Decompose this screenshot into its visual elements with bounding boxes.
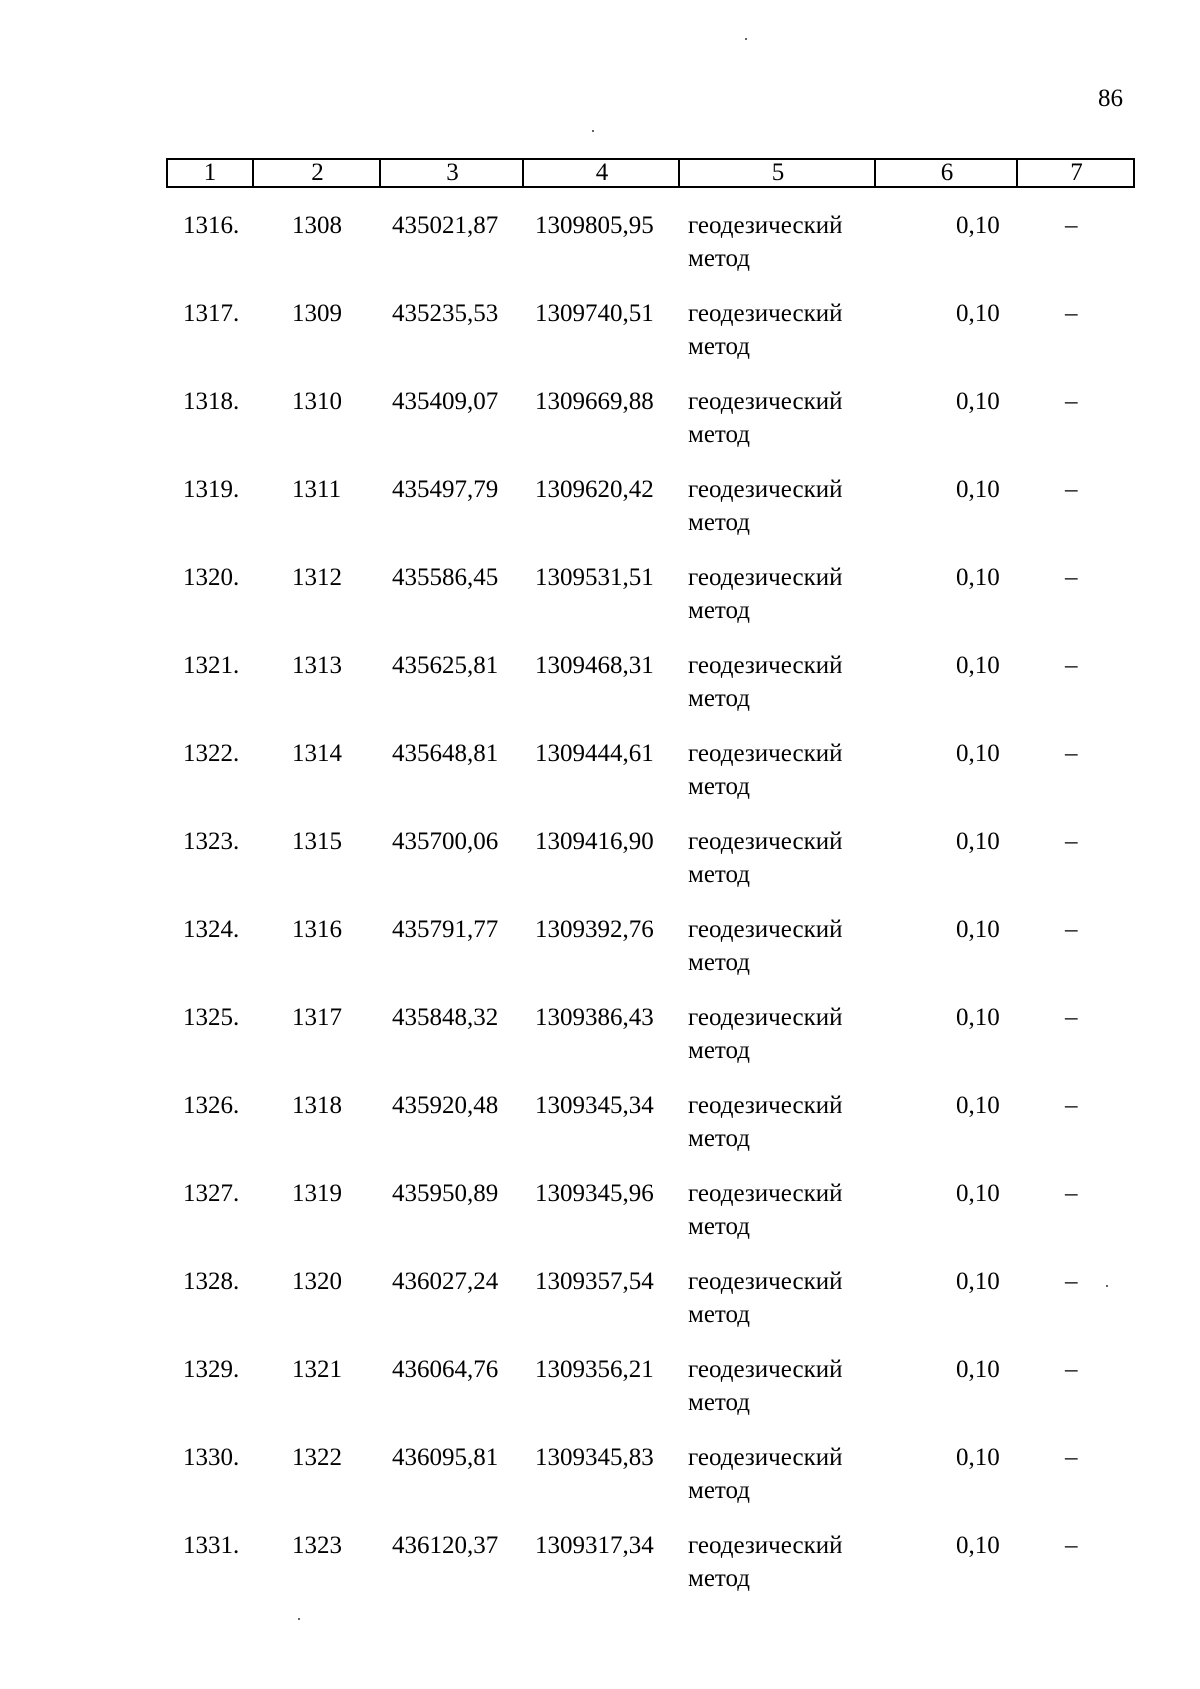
method: геодезический метод [688, 564, 843, 624]
coordinate-x: 435791,77 [392, 916, 499, 943]
row-number: 1326. [183, 1092, 240, 1119]
note: – [1065, 300, 1078, 327]
method: геодезический метод [688, 1356, 843, 1416]
coordinate-x: 435950,89 [392, 1180, 499, 1207]
note: – [1065, 476, 1078, 503]
point-number: 1318 [292, 1092, 342, 1119]
coordinate-y: 1309357,54 [535, 1268, 654, 1295]
coordinate-y: 1309740,51 [535, 300, 654, 327]
point-number: 1309 [292, 300, 342, 327]
point-number: 1319 [292, 1180, 342, 1207]
note: – [1065, 388, 1078, 415]
accuracy: 0,10 [956, 388, 1000, 415]
coordinate-x: 435648,81 [392, 740, 499, 767]
accuracy: 0,10 [956, 300, 1000, 327]
row-number: 1317. [183, 300, 240, 327]
coordinate-x: 435700,06 [392, 828, 499, 855]
coordinate-y: 1309468,31 [535, 652, 654, 679]
row-number: 1328. [183, 1268, 240, 1295]
table-row [0, 209, 1200, 297]
note: – [1065, 1356, 1078, 1383]
header-cell-4: 4 [522, 160, 680, 186]
row-number: 1330. [183, 1444, 240, 1471]
table-row [0, 1001, 1200, 1089]
note: – [1065, 1268, 1078, 1295]
point-number: 1321 [292, 1356, 342, 1383]
header-cell-6: 6 [874, 160, 1018, 186]
coordinate-y: 1309356,21 [535, 1356, 654, 1383]
coordinate-y: 1309805,95 [535, 212, 654, 239]
coordinate-y: 1309444,61 [535, 740, 654, 767]
table-row [0, 737, 1200, 825]
table-row [0, 1441, 1200, 1529]
note: – [1065, 564, 1078, 591]
note: – [1065, 1444, 1078, 1471]
coordinate-x: 435625,81 [392, 652, 499, 679]
note: – [1065, 1004, 1078, 1031]
point-number: 1322 [292, 1444, 342, 1471]
method: геодезический метод [688, 1004, 843, 1064]
page-number: 86 [1098, 85, 1123, 112]
row-number: 1322. [183, 740, 240, 767]
column-number-header [166, 158, 1135, 188]
table-row [0, 1177, 1200, 1265]
accuracy: 0,10 [956, 828, 1000, 855]
note: – [1065, 212, 1078, 239]
method: геодезический метод [688, 212, 843, 272]
coordinate-x: 436095,81 [392, 1444, 499, 1471]
coordinate-y: 1309416,90 [535, 828, 654, 855]
coordinate-x: 435586,45 [392, 564, 499, 591]
coordinate-x: 435497,79 [392, 476, 499, 503]
accuracy: 0,10 [956, 212, 1000, 239]
method: геодезический метод [688, 1180, 843, 1240]
note: – [1065, 1180, 1078, 1207]
header-cell-3: 3 [379, 160, 524, 186]
note: – [1065, 740, 1078, 767]
row-number: 1323. [183, 828, 240, 855]
method: геодезический метод [688, 300, 843, 360]
scan-speck [745, 38, 747, 40]
header-cell-1: 1 [203, 159, 217, 186]
coordinate-y: 1309669,88 [535, 388, 654, 415]
row-number: 1329. [183, 1356, 240, 1383]
table-row [0, 913, 1200, 1001]
coordinate-x: 435920,48 [392, 1092, 499, 1119]
table-row [0, 385, 1200, 473]
coordinate-y: 1309620,42 [535, 476, 654, 503]
table-row [0, 1353, 1200, 1441]
coordinate-x: 436120,37 [392, 1532, 499, 1559]
point-number: 1320 [292, 1268, 342, 1295]
coordinate-x: 435021,87 [392, 212, 499, 239]
method: геодезический метод [688, 388, 843, 448]
row-number: 1325. [183, 1004, 240, 1031]
row-number: 1318. [183, 388, 240, 415]
accuracy: 0,10 [956, 564, 1000, 591]
accuracy: 0,10 [956, 1444, 1000, 1471]
accuracy: 0,10 [956, 1356, 1000, 1383]
header-cell-2: 2 [252, 160, 381, 186]
table-row [0, 825, 1200, 913]
note: – [1065, 1532, 1078, 1559]
coordinate-y: 1309392,76 [535, 916, 654, 943]
coordinate-y: 1309386,43 [535, 1004, 654, 1031]
table-row [0, 473, 1200, 561]
point-number: 1316 [292, 916, 342, 943]
table-row [0, 561, 1200, 649]
coordinate-x: 436064,76 [392, 1356, 499, 1383]
accuracy: 0,10 [956, 476, 1000, 503]
point-number: 1315 [292, 828, 342, 855]
accuracy: 0,10 [956, 1092, 1000, 1119]
point-number: 1313 [292, 652, 342, 679]
row-number: 1319. [183, 476, 240, 503]
point-number: 1311 [292, 476, 342, 503]
row-number: 1331. [183, 1532, 240, 1559]
point-number: 1314 [292, 740, 342, 767]
point-number: 1323 [292, 1532, 342, 1559]
accuracy: 0,10 [956, 1532, 1000, 1559]
method: геодезический метод [688, 652, 843, 712]
coordinate-x: 435235,53 [392, 300, 499, 327]
coordinate-y: 1309317,34 [535, 1532, 654, 1559]
coordinate-x: 436027,24 [392, 1268, 499, 1295]
method: геодезический метод [688, 476, 843, 536]
table-row [0, 649, 1200, 737]
coordinate-x: 435848,32 [392, 1004, 499, 1031]
point-number: 1308 [292, 212, 342, 239]
accuracy: 0,10 [956, 1004, 1000, 1031]
note: – [1065, 916, 1078, 943]
point-number: 1310 [292, 388, 342, 415]
row-number: 1320. [183, 564, 240, 591]
note: – [1065, 828, 1078, 855]
note: – [1065, 652, 1078, 679]
accuracy: 0,10 [956, 1268, 1000, 1295]
coordinate-y: 1309345,96 [535, 1180, 654, 1207]
row-number: 1327. [183, 1180, 240, 1207]
coordinate-y: 1309531,51 [535, 564, 654, 591]
point-number: 1317 [292, 1004, 342, 1031]
method: геодезический метод [688, 1092, 843, 1152]
method: геодезический метод [688, 916, 843, 976]
point-number: 1312 [292, 564, 342, 591]
accuracy: 0,10 [956, 916, 1000, 943]
header-cell-7: 7 [1016, 160, 1135, 186]
method: геодезический метод [688, 1268, 843, 1328]
note: – [1065, 1092, 1078, 1119]
accuracy: 0,10 [956, 740, 1000, 767]
coordinate-y: 1309345,83 [535, 1444, 654, 1471]
coordinate-x: 435409,07 [392, 388, 499, 415]
accuracy: 0,10 [956, 652, 1000, 679]
method: геодезический метод [688, 740, 843, 800]
row-number: 1324. [183, 916, 240, 943]
method: геодезический метод [688, 1532, 843, 1592]
row-number: 1316. [183, 212, 240, 239]
scan-speck [592, 130, 594, 132]
table-row [0, 1265, 1200, 1353]
header-cell-5: 5 [678, 160, 876, 186]
scan-speck [1106, 1285, 1108, 1287]
table-row [0, 1089, 1200, 1177]
table-row [0, 1529, 1200, 1617]
table-row [0, 297, 1200, 385]
coordinate-y: 1309345,34 [535, 1092, 654, 1119]
accuracy: 0,10 [956, 1180, 1000, 1207]
method: геодезический метод [688, 1444, 843, 1504]
method: геодезический метод [688, 828, 843, 888]
scan-speck [298, 1618, 300, 1620]
row-number: 1321. [183, 652, 240, 679]
